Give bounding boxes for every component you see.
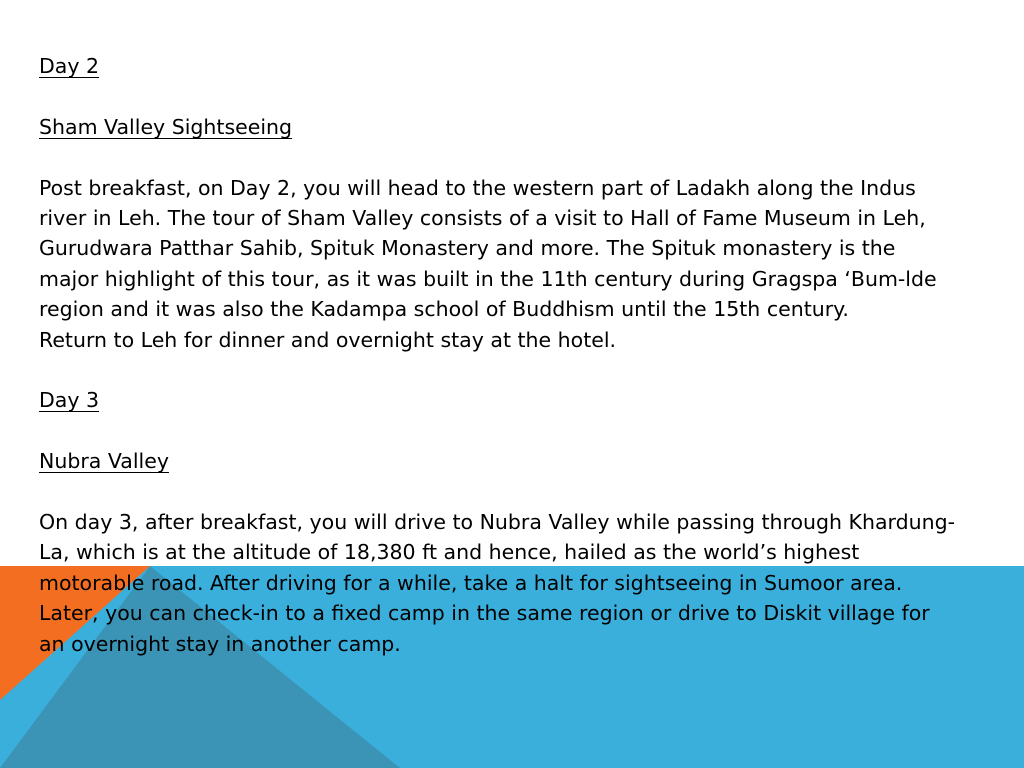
spacer	[39, 142, 1004, 172]
day3-title: Nubra Valley	[39, 449, 169, 474]
paragraph-line: On day 3, after breakfast, you will drive to Nubra Valley while passing through Khardung-	[39, 510, 956, 535]
day2-paragraph	[39, 173, 1004, 355]
paragraph-line: an overnight stay in another camp.	[39, 631, 401, 656]
spacer	[39, 81, 1004, 111]
day3-label: Day 3	[39, 388, 100, 413]
paragraph-line: La, which is at the altitude of 18,380 ft and hence, hailed as the world’s highest	[39, 540, 860, 565]
day2-label: Day 2	[39, 54, 100, 78]
day3-paragraph	[39, 507, 1004, 659]
paragraph-line: Later, you can check-in to a fixed camp in the same region or drive to Diskit village for	[39, 601, 930, 626]
paragraph-line: river in Leh. The tour of Sham Valley consists of a visit to Hall of Fame Museum in Leh,	[39, 206, 926, 230]
spacer	[39, 355, 1004, 385]
paragraph-line: Gurudwara Patthar Sahib, Spituk Monastery and more. The Spituk monastery is the	[39, 236, 896, 261]
paragraph-line: region and it was also the Kadampa school of Buddhism until the 15th century.	[39, 297, 849, 322]
day2-title: Sham Valley Sightseeing	[39, 114, 293, 139]
paragraph-line: Return to Leh for dinner and overnight stay at the hotel.	[39, 327, 617, 352]
spacer	[39, 477, 1004, 507]
paragraph-line: motorable road. After driving for a while, take a halt for sightseeing in Sumoor area.	[39, 570, 903, 595]
paragraph-line: major highlight of this tour, as it was built in the 11th century during Gragspa ‘Bum-lde	[39, 266, 937, 291]
spacer	[39, 416, 1004, 446]
slide-content	[39, 51, 1004, 659]
paragraph-line: Post breakfast, on Day 2, you will head to the western part of Ladakh along the Indus	[39, 175, 916, 200]
